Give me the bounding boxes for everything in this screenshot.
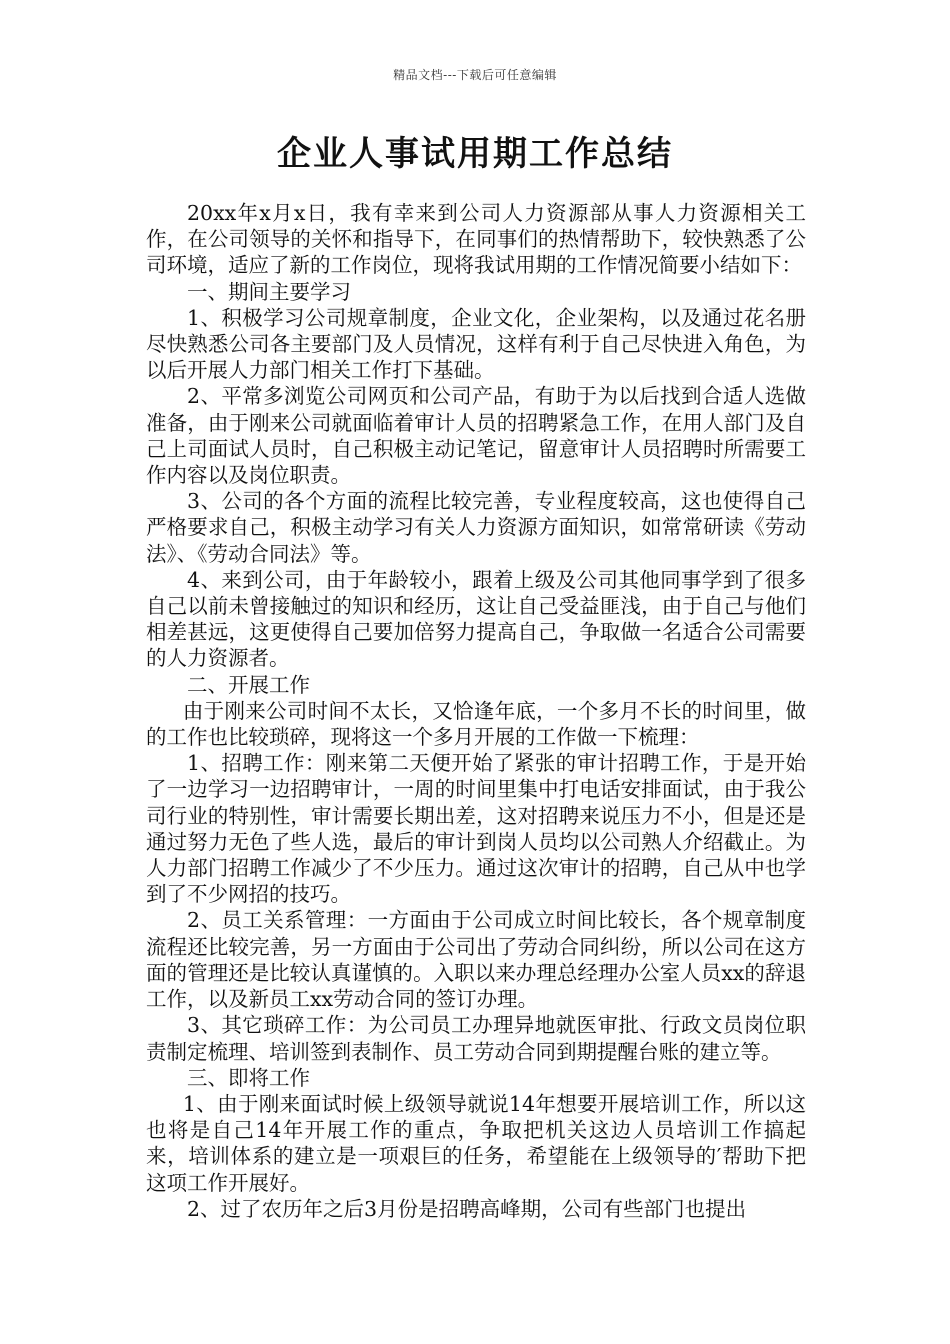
paragraph-study-1: 1、积极学习公司规章制度，企业文化，企业架构，以及通过花名册尽快熟悉公司各主要部门及人员情况，这样有利于自己尽快进入角色，为以后开展人力部门相关工作打下基础。 <box>146 305 806 383</box>
paragraph-upcoming-1: 1、由于刚来面试时候上级领导就说14年想要开展培训工作，所以这也将是自己14年开展工作的重点，争取把机关这边人员培训工作搞起来，培训体系的建立是一项艰巨的任务，希望能在上级领导的′帮助下把这项工作开展好。 <box>146 1091 806 1195</box>
section-heading-work: 二、开展工作 <box>187 672 310 697</box>
paragraph-study-4: 4、来到公司，由于年龄较小，跟着上级及公司其他同事学到了很多自己以前未曾接触过的知识和经历，这让自己受益匪浅，由于自己与他们相差甚远，这更使得自己要加倍努力提高自己，争取做一名适合公司需要的人力资源者。 <box>146 567 806 671</box>
paragraph-study-3: 3、公司的各个方面的流程比较完善，专业程度较高，这也使得自己严格要求自己，积极主动学习有关人力资源方面知识，如常常研读《劳动法》、《劳动合同法》等。 <box>146 489 806 566</box>
paragraph-work-3: 3、其它琐碎工作：为公司员工办理异地就医审批、行政文员岗位职责制定梳理、培训签到表制作、员工劳动合同到期提醒台账的建立等。 <box>146 1013 806 1064</box>
paragraph-upcoming-2: 2、过了农历年之后3月份是招聘高峰期，公司有些部门也提出 <box>187 1196 747 1221</box>
paragraph-intro: 20xx年x月x日，我有幸来到公司人力资源部从事人力资源相关工作，在公司领导的关怀和指导下，在同事们的热情帮助下，较快熟悉了公司环境，适应了新的工作岗位，现将我试用期的工作情况简要小结如下： <box>146 201 806 278</box>
header-note: 精品文档---下载后可任意编辑 <box>393 68 557 82</box>
paragraph-work-2: 2、员工关系管理：一方面由于公司成立时间比较长，各个规章制度流程还比较完善，另一方面由于公司出了劳动合同纠纷，所以公司在这方面的管理还是比较认真谨慎的。入职以来办理总经理办公室人员xx的辞退工作，以及新员工xx劳动合同的签订办理。 <box>146 908 806 1012</box>
section-heading-study: 一、期间主要学习 <box>187 279 351 304</box>
document-body <box>146 200 806 1222</box>
document-title: 企业人事试用期工作总结 <box>277 134 673 174</box>
paragraph-work-1: 1、招聘工作：刚来第二天便开始了紧张的审计招聘工作，于是开始了一边学习一边招聘审计，一周的时间里集中打电话安排面试，由于我公司行业的特别性，审计需要长期出差，这对招聘来说压力不小，但是还是通过努力无色了些人选，最后的审计到岗人员均以公司熟人介绍截止。为人力部门招聘工作减少了不少压力。通过这次审计的招聘，自己从中也学到了不少网招的技巧。 <box>146 751 806 907</box>
paragraph-study-2: 2、平常多浏览公司网页和公司产品，有助于为以后找到合适人选做准备，由于刚来公司就面临着审计人员的招聘紧急工作，在用人部门及自己上司面试人员时，自己积极主动记笔记，留意审计人员招聘时所需要工作内容以及岗位职责。 <box>146 384 806 488</box>
section-heading-upcoming: 三、即将工作 <box>187 1065 310 1090</box>
paragraph-work-intro: 由于刚来公司时间不太长，又恰逢年底，一个多月不长的时间里，做的工作也比较琐碎，现将这一个多月开展的工作做一下梳理： <box>146 698 806 750</box>
